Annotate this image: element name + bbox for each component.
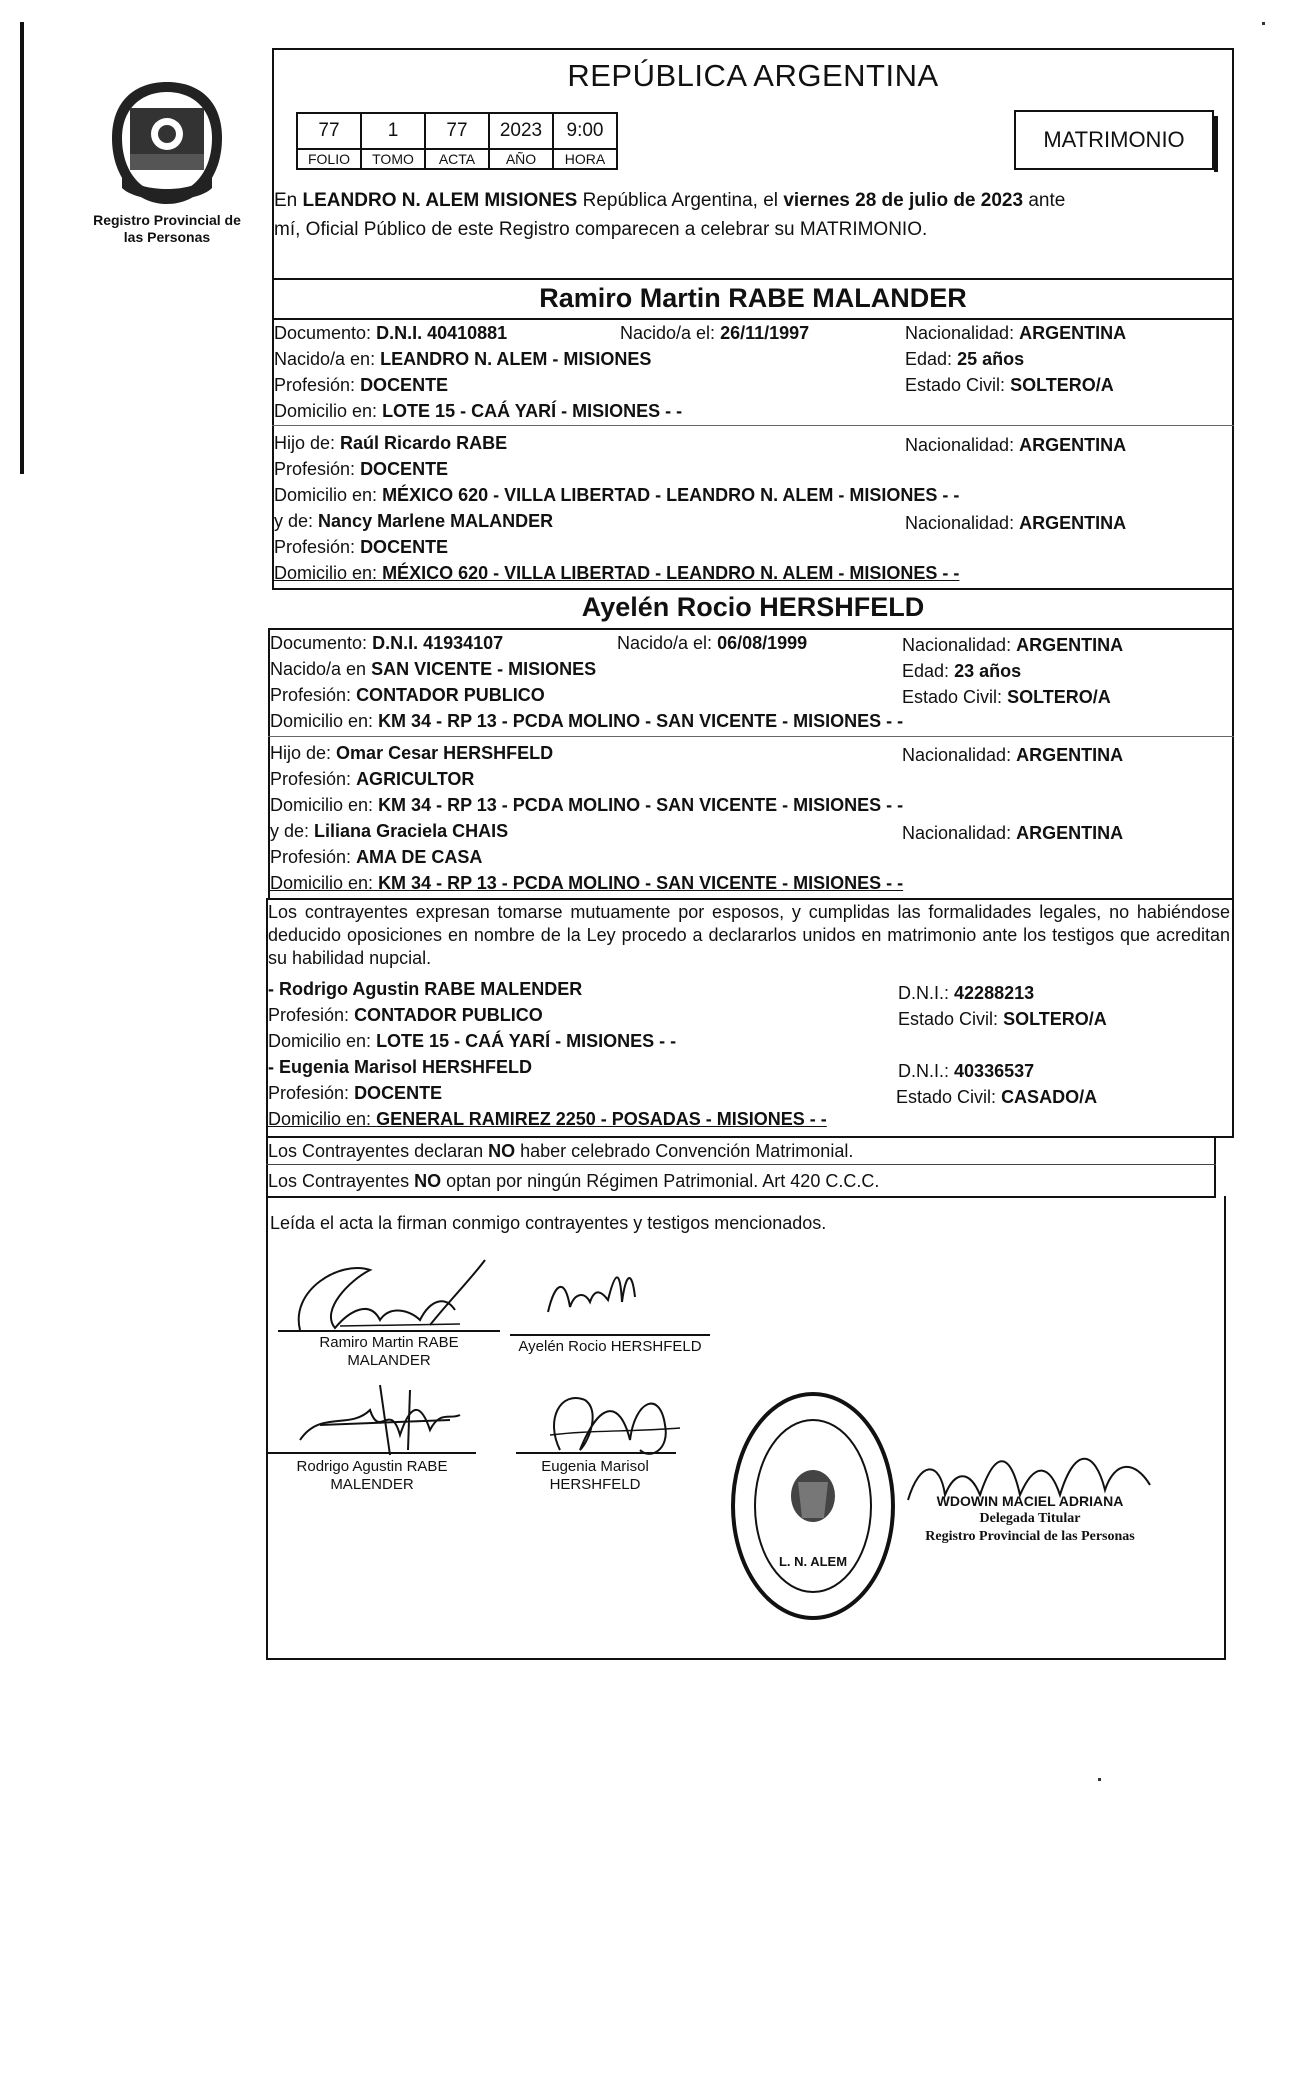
anio-label: AÑO [489,149,553,169]
convention-line-2: Los Contrayentes NO optan por ningún Régimen Patrimonial. Art 420 C.C.C. [268,1171,880,1191]
spouse-2-mother-nationality: Nacionalidad: ARGENTINA [902,823,1124,843]
signer-witness-2: Eugenia Marisol HERSHFELD [541,1458,649,1493]
frame-right [1224,1196,1226,1660]
spouse-2-mother-profession: Profesión: AMA DE CASA [270,847,483,867]
spouse-2-father-address: Domicilio en: KM 34 - RP 13 - PCDA MOLINO - SAN VICENTE - MISIONES - - [270,795,904,815]
tomo-value: 1 [361,113,425,149]
acta-label: ACTA [425,149,489,169]
spouse-1-marital-status: Estado Civil: SOLTERO/A [905,375,1114,395]
record-type-box [1014,110,1214,170]
seal-locality: L. N. ALEM [778,1554,848,1569]
signature-spouse-1 [280,1250,500,1340]
frame-bottom [266,1658,1226,1660]
intro-paragraph [274,186,1232,244]
spouse-1-name: Ramiro Martin RABE MALANDER [539,283,967,313]
spouse-2-marital-status: Estado Civil: SOLTERO/A [902,687,1111,707]
divider-thin [272,425,1234,426]
spouse-2-mother: y de: Liliana Graciela CHAIS [270,821,509,841]
record-index-table [296,112,618,170]
intro-text: ante [1023,190,1066,211]
spouse-1-father: Hijo de: Raúl Ricardo RABE [274,433,508,453]
hora-value: 9:00 [553,113,617,149]
witness-2-marital-status: Estado Civil: CASADO/A [896,1087,1098,1107]
spouse-2-birthplace: Nacido/a en SAN VICENTE - MISIONES [270,659,597,679]
spouse-2-document: Documento: D.N.I. 41934107 [270,633,504,653]
witness-1-address: Domicilio en: LOTE 15 - CAÁ YARÍ - MISIONES - - [268,1031,677,1051]
witness-2-profession: Profesión: DOCENTE [268,1083,443,1103]
witness-1-marital-status: Estado Civil: SOLTERO/A [898,1009,1107,1029]
signature-line [510,1334,710,1336]
divider [272,318,1234,320]
registry-caption: Registro Provincial de las Personas [93,212,241,245]
spouse-1-mother-address: Domicilio en: MÉXICO 620 - VILLA LIBERTAD - LEANDRO N. ALEM - MISIONES - - [274,563,960,583]
spouse-2-father-profession: Profesión: AGRICULTOR [270,769,475,789]
divider [266,898,1234,900]
signer-spouse-2: Ayelén Rocio HERSHFELD [518,1338,702,1355]
spouse-2-nationality: Nacionalidad: ARGENTINA [902,635,1124,655]
divider [268,628,1234,630]
spouse-1-age: Edad: 25 años [905,349,1025,369]
spouse-2-birthdate: Nacido/a el: 06/08/1999 [617,633,808,653]
page-title: REPÚBLICA ARGENTINA [567,58,939,93]
hora-label: HORA [553,149,617,169]
spouse-1-father-nationality: Nacionalidad: ARGENTINA [905,435,1127,455]
spouse-1-document: Documento: D.N.I. 40410881 [274,323,508,343]
folio-value: 77 [297,113,361,149]
frame-right [1214,1136,1216,1198]
signer-witness-1: Rodrigo Agustin RABE MALENDER [296,1458,448,1493]
signature-line [268,1452,476,1454]
registry-round-seal [728,1386,898,1631]
frame-right [1232,278,1234,588]
divider [266,1136,1234,1138]
acta-value: 77 [425,113,489,149]
spouse-1-father-address: Domicilio en: MÉXICO 620 - VILLA LIBERTAD - LEANDRO N. ALEM - MISIONES - - [274,485,960,505]
intro-text: República Argentina, el [577,190,784,211]
scan-speck [1098,1778,1101,1781]
official-name: WDOWIN MACIEL ADRIANA [936,1493,1124,1509]
divider [272,278,1234,280]
signature-line [516,1452,676,1454]
anio-value: 2023 [489,113,553,149]
spouse-2-name: Ayelén Rocio HERSHFELD [581,592,925,622]
tomo-label: TOMO [361,149,425,169]
intro-date: viernes 28 de julio de 2023 [783,190,1024,211]
official-title: Delegada Titular [979,1511,1081,1526]
spouse-1-birthdate: Nacido/a el: 26/11/1997 [620,323,810,343]
spouse-1-mother-profession: Profesión: DOCENTE [274,537,449,557]
witness-1-name: - Rodrigo Agustin RABE MALENDER [268,979,583,999]
witness-2-dni: D.N.I.: 40336537 [898,1061,1035,1081]
witness-1-dni: D.N.I.: 42288213 [898,983,1035,1003]
scan-speck [1262,22,1265,25]
official-institution: Registro Provincial de las Personas [925,1529,1135,1544]
spouse-2-father: Hijo de: Omar Cesar HERSHFELD [270,743,554,763]
signature-witness-1 [280,1380,480,1460]
frame-right [1232,588,1234,898]
spouse-1-nationality: Nacionalidad: ARGENTINA [905,323,1127,343]
witness-2-name: - Eugenia Marisol HERSHFELD [268,1057,533,1077]
frame-right [1232,898,1234,1138]
intro-line-2: mí, Oficial Público de este Registro comparecen a celebrar su MATRIMONIO. [274,219,928,240]
declaration-text: Los contrayentes expresan tomarse mutuamente por esposos, y cumplidas las formalidades legales, no habiéndose deducido oposiciones en nombre de la Ley procedo a declararlos unidos en matrimonio ante los testigos que acreditan su habilidad nupcial. [268,902,1230,968]
folio-label: FOLIO [297,149,361,169]
signature-spouse-2 [540,1262,660,1322]
spouse-2-address: Domicilio en: KM 34 - RP 13 - PCDA MOLINO - SAN VICENTE - MISIONES - - [270,711,904,731]
signer-spouse-1: Ramiro Martin RABE MALANDER [319,1334,459,1369]
divider [266,1196,1216,1198]
divider-thin [266,1164,1216,1165]
spouse-1-mother: y de: Nancy Marlene MALANDER [274,511,554,531]
spouse-1-address: Domicilio en: LOTE 15 - CAÁ YARÍ - MISIONES - - [274,401,683,421]
spouse-2-father-nationality: Nacionalidad: ARGENTINA [902,745,1124,765]
intro-text: En [274,190,303,211]
spouse-1-birthplace: Nacido/a en: LEANDRO N. ALEM - MISIONES [274,349,652,369]
spouse-1-father-profession: Profesión: DOCENTE [274,459,449,479]
witness-1-profession: Profesión: CONTADOR PUBLICO [268,1005,543,1025]
spouse-2-profession: Profesión: CONTADOR PUBLICO [270,685,545,705]
spouse-1-profession: Profesión: DOCENTE [274,375,449,395]
spouse-2-mother-address: Domicilio en: KM 34 - RP 13 - PCDA MOLINO - SAN VICENTE - MISIONES - - [270,873,904,893]
intro-place: LEANDRO N. ALEM MISIONES [302,190,578,211]
record-type: MATRIMONIO [1043,127,1185,152]
divider [272,588,1234,590]
province-crest-seal [108,78,226,208]
witness-2-address: Domicilio en: GENERAL RAMIREZ 2250 - POSADAS - MISIONES - - [268,1109,827,1129]
margin-bar [20,22,24,474]
spouse-1-mother-nationality: Nacionalidad: ARGENTINA [905,513,1127,533]
signature-witness-2 [540,1380,690,1470]
closing-text: Leída el acta la firman conmigo contrayentes y testigos mencionados. [270,1213,827,1233]
convention-line-1: Los Contrayentes declaran NO haber celebrado Convención Matrimonial. [268,1141,854,1161]
signature-line [278,1330,500,1332]
spouse-2-age: Edad: 23 años [902,661,1022,681]
divider-thin [268,736,1234,737]
